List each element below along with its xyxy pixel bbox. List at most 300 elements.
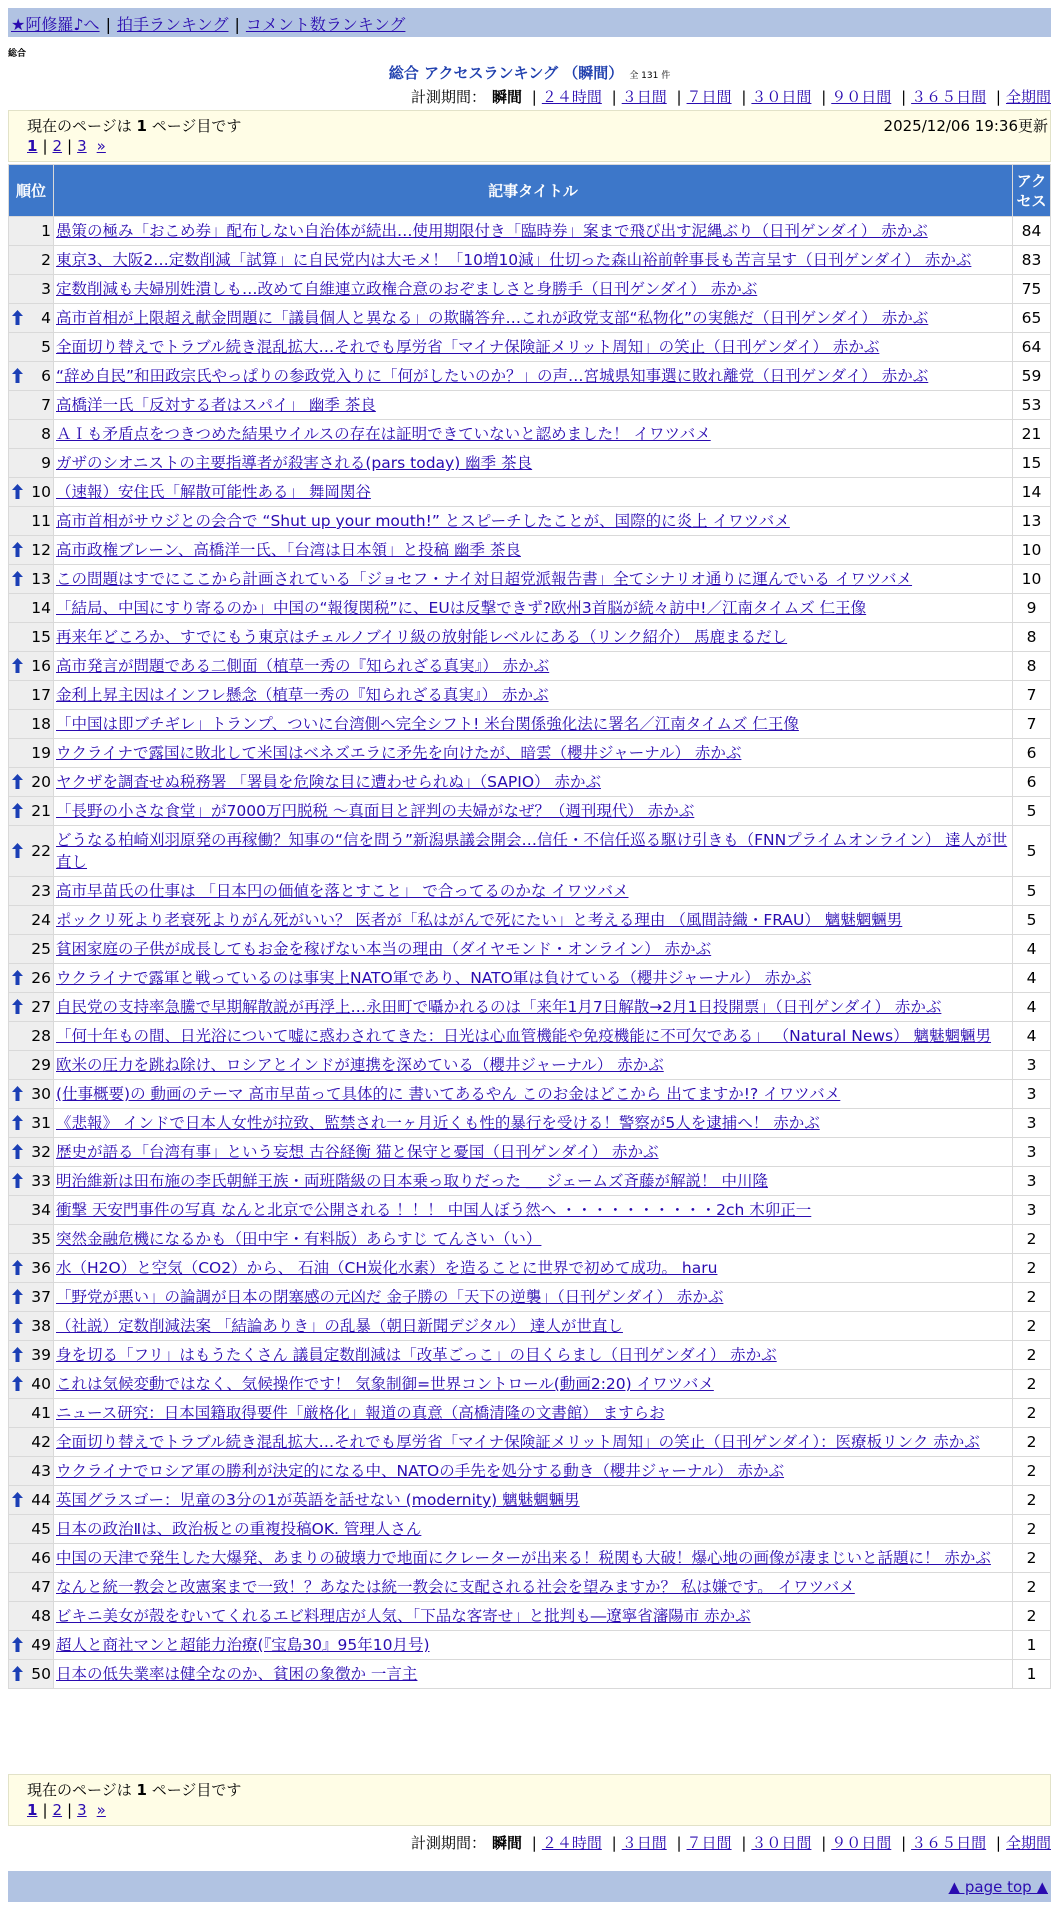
access-count: 2 <box>1013 1254 1050 1282</box>
article-title-link[interactable]: 中国の天津で発生した大爆発、あまりの破壊力で地面にクレーターが出来る！税関も大破！爆心地の画像が凄まじいと話題に！ 赤かぶ <box>56 1549 991 1567</box>
table-row <box>9 1080 1050 1108</box>
article-title-link[interactable]: ビキニ美女が殻をむいてくれるエビ料理店が人気、「下品な客寄せ」と批判も―遼寧省瀋陽市 赤かぶ <box>56 1607 751 1625</box>
rank-number: 42 <box>31 1433 51 1451</box>
access-count: 1 <box>1013 1660 1050 1688</box>
table-row <box>9 768 1050 796</box>
rank-up-arrow-icon <box>12 1666 23 1681</box>
access-count: 4 <box>1013 964 1050 992</box>
rank-cell <box>9 1283 53 1311</box>
table-row <box>9 420 1050 448</box>
rank-cell <box>9 877 53 905</box>
rank-number: 41 <box>31 1404 51 1422</box>
nav-link-clap-ranking[interactable]: 拍手ランキング <box>116 15 229 34</box>
rank-cell <box>9 1312 53 1340</box>
period-link-7d[interactable]: ７日間 <box>686 1834 732 1852</box>
article-title-link[interactable]: 高市首相がサウジとの会合で “Shut up your mouth!” とスピーチしたことが、国際的に炎上 イワツバメ <box>56 512 790 530</box>
title-cell <box>54 1341 1012 1369</box>
rank-number: 22 <box>31 842 51 860</box>
rank-number: 48 <box>31 1607 51 1625</box>
rank-cell <box>9 1428 53 1456</box>
title-cell <box>54 594 1012 622</box>
article-title-link[interactable]: 超人と商社マンと超能力治療(『宝島30』95年10月号) <box>56 1636 430 1654</box>
rank-cell <box>9 681 53 709</box>
access-count: 3 <box>1013 1109 1050 1137</box>
period-link-3d[interactable]: ３日間 <box>621 88 667 106</box>
access-count: 21 <box>1013 420 1050 448</box>
title-cell <box>54 797 1012 825</box>
article-title-link[interactable]: 「野党が悪い」の論調が日本の閉塞感の元凶だ 金子勝の「天下の逆襲」（日刊ゲンダイ） 赤かぶ <box>56 1288 724 1306</box>
title-cell <box>54 964 1012 992</box>
rank-cell <box>9 739 53 767</box>
title-cell <box>54 1602 1012 1630</box>
rank-cell <box>9 1138 53 1166</box>
table-row <box>9 1631 1050 1659</box>
rank-up-arrow-icon <box>12 1289 23 1304</box>
table-row <box>9 362 1050 390</box>
title-cell <box>54 623 1012 651</box>
nav-link-asyura[interactable]: ★阿修羅♪へ <box>11 15 100 34</box>
period-link-90d[interactable]: ９０日間 <box>831 1834 892 1852</box>
rank-number: 50 <box>31 1665 51 1683</box>
article-title-link[interactable]: 歴史が語る「台湾有事」という妄想 古谷経衡 猫と保守と憂国（日刊ゲンダイ） 赤かぶ <box>56 1143 659 1161</box>
table-row <box>9 1515 1050 1543</box>
nav-link-comment-ranking[interactable]: コメント数ランキング <box>245 15 406 34</box>
article-title-link[interactable]: ニュース研究：日本国籍取得要件「厳格化」報道の真意（高橋清隆の文書館） ますらお <box>56 1404 665 1422</box>
article-title-link[interactable]: 「何十年もの間、日光浴について嘘に惑わされてきた：日光は心血管機能や免疫機能に不可欠である」 （Natural News） 魑魅魍魎男 <box>56 1027 992 1045</box>
table-row <box>9 710 1050 738</box>
table-row <box>9 1225 1050 1253</box>
table-row <box>9 536 1050 564</box>
article-title-link[interactable]: ＡＩも矛盾点をつきつめた結果ウイルスの存在は証明できていないと認めました！ イワツバメ <box>56 425 711 443</box>
article-title-link[interactable]: 高橋洋一氏「反対する者はスパイ」 幽季 茶良 <box>56 396 376 414</box>
article-title-link[interactable]: ウクライナで露軍と戦っているのは事実上NATO軍であり、NATO軍は負けている（櫻井ジャーナル） 赤かぶ <box>56 969 812 987</box>
access-count: 2 <box>1013 1573 1050 1601</box>
rank-number: 25 <box>31 940 51 958</box>
title-cell <box>54 768 1012 796</box>
access-count: 7 <box>1013 710 1050 738</box>
access-count: 5 <box>1013 906 1050 934</box>
page-top-link[interactable]: ▲ page top ▲ <box>948 1878 1048 1896</box>
article-title-link[interactable]: 全面切り替えでトラブル続き混乱拡大…それでも厚労省「マイナ保険証メリット周知」の笑止（日刊ゲンダイ）：医療板リンク 赤かぶ <box>56 1433 980 1451</box>
bottom-bar <box>8 1871 1051 1902</box>
page-link-1[interactable]: 1 <box>27 137 38 155</box>
rank-up-arrow-icon <box>12 571 23 586</box>
current-page-number: 1 <box>136 117 147 135</box>
rank-number: 29 <box>31 1056 51 1074</box>
article-title-link[interactable]: 日本の政治Ⅱは、政治板との重複投稿OK. 管理人さん <box>56 1520 422 1538</box>
access-count: 75 <box>1013 275 1050 303</box>
rank-number: 6 <box>41 367 51 385</box>
rank-up-arrow-icon <box>12 1115 23 1130</box>
page-title: 総合 アクセスランキング （瞬間） <box>388 64 624 82</box>
article-title-link[interactable]: 「中国は即ブチギレ」トランプ、ついに台湾側へ完全シフト! 米台関係強化法に署名／江南タイムズ 仁王像 <box>56 715 799 733</box>
article-title-link[interactable]: なんと統一教会と改憲案まで一致！？あなたは統一教会に支配される社会を望みますか？ 私は嫌です。 イワツバメ <box>56 1578 855 1596</box>
rank-cell <box>9 1341 53 1369</box>
rank-up-arrow-icon <box>12 542 23 557</box>
table-row <box>9 275 1050 303</box>
rank-cell <box>9 333 53 361</box>
title-cell <box>54 652 1012 680</box>
updated-timestamp: 2025/12/06 19:36更新 <box>883 117 1048 135</box>
page-next-link[interactable]: » <box>96 137 106 155</box>
rank-up-arrow-icon <box>12 310 23 325</box>
table-row <box>9 623 1050 651</box>
rank-number: 14 <box>31 599 51 617</box>
title-cell <box>54 1631 1012 1659</box>
period-selector-bottom: 計測期間： 瞬間 | ２４時間 | ３日間 | ７日間 | ３０日間 | ９０日間 | ３６５日間 | 全期間 <box>410 1834 1051 1852</box>
rank-number: 1 <box>41 222 51 240</box>
rank-number: 36 <box>31 1259 51 1277</box>
access-count: 2 <box>1013 1486 1050 1514</box>
period-link-24h[interactable]: ２４時間 <box>541 88 602 106</box>
rank-up-arrow-icon <box>12 1637 23 1652</box>
access-count: 7 <box>1013 681 1050 709</box>
article-title-link[interactable]: 東京3、大阪2…定数削減「試算」に自民党内は大モメ！「10増10減」仕切った森山裕前幹事長も苦言呈す（日刊ゲンダイ） 赤かぶ <box>56 251 972 269</box>
table-row <box>9 1399 1050 1427</box>
rank-number: 39 <box>31 1346 51 1364</box>
rank-number: 4 <box>41 309 51 327</box>
rank-number: 33 <box>31 1172 51 1190</box>
access-count: 8 <box>1013 623 1050 651</box>
rank-cell <box>9 536 53 564</box>
table-row <box>9 797 1050 825</box>
access-count: 4 <box>1013 1022 1050 1050</box>
table-row <box>9 1660 1050 1688</box>
access-count: 64 <box>1013 333 1050 361</box>
rank-cell <box>9 993 53 1021</box>
rank-number: 38 <box>31 1317 51 1335</box>
article-title-link[interactable]: 貧困家庭の子供が成長してもお金を稼げない本当の理由（ダイヤモンド・オンライン） 赤かぶ <box>56 940 712 958</box>
table-row <box>9 1370 1050 1398</box>
article-title-link[interactable]: ヤクザを調査せぬ税務署 「署員を危険な目に遭わせられぬ」（SAPIO） 赤かぶ <box>56 773 601 791</box>
rank-cell <box>9 1573 53 1601</box>
access-count: 4 <box>1013 993 1050 1021</box>
rank-cell <box>9 710 53 738</box>
table-row <box>9 652 1050 680</box>
rank-up-arrow-icon <box>12 1086 23 1101</box>
article-title-link[interactable]: 再来年どころか、すでにもう東京はチェルノブイリ級の放射能レベルにある（リンク紹介） 馬鹿まるだし <box>56 628 788 646</box>
article-title-link[interactable]: ウクライナで露国に敗北して米国はベネズエラに矛先を向けたが、暗雲（櫻井ジャーナル） 赤かぶ <box>56 744 742 762</box>
page-link-2[interactable]: 2 <box>52 1801 63 1819</box>
title-cell <box>54 333 1012 361</box>
title-cell <box>54 246 1012 274</box>
access-count: 3 <box>1013 1138 1050 1166</box>
title-cell <box>54 1080 1012 1108</box>
article-title-link[interactable]: 「長野の小さな食堂」が7000万円脱税 ～真面目と評判の夫婦がなぜ？（週刊現代） 赤かぶ <box>56 802 695 820</box>
table-row <box>9 1457 1050 1485</box>
access-count: 3 <box>1013 1167 1050 1195</box>
access-count: 1 <box>1013 1631 1050 1659</box>
article-title-link[interactable]: 「結局、中国にすり寄るのか」中国の“報復関税”に、EUは反撃できず?欧州3首脳が続々訪中!／江南タイムズ 仁王像 <box>56 599 867 617</box>
rank-number: 30 <box>31 1085 51 1103</box>
table-row <box>9 594 1050 622</box>
rank-up-arrow-icon <box>12 658 23 673</box>
article-title-link[interactable]: ポックリ死より老衰死よりがん死がいい？ 医者が「私はがんで死にたい」と考える理由 （風間詩織・FRAU） 魑魅魍魎男 <box>56 911 903 929</box>
pager-bottom: 現在のページは 1 ページ目です 1 | 2 | 3 » <box>8 1774 1051 1826</box>
rank-number: 21 <box>31 802 51 820</box>
access-count: 83 <box>1013 246 1050 274</box>
article-title-link[interactable]: “辞め自民”和田政宗氏やっぱりの参政党入りに「何がしたいのか？」の声…宮城県知事選に敗れ離党（日刊ゲンダイ） 赤かぶ <box>56 367 929 385</box>
rank-cell <box>9 1225 53 1253</box>
title-cell <box>54 362 1012 390</box>
title-cell <box>54 1225 1012 1253</box>
rank-cell <box>9 1602 53 1630</box>
title-cell <box>54 507 1012 535</box>
rank-cell <box>9 1486 53 1514</box>
article-title-link[interactable]: 高市発言が問題である二側面（植草一秀の『知られざる真実』） 赤かぶ <box>56 657 550 675</box>
article-title-link[interactable]: 明治維新は田布施の李氏朝鮮王族・両班階級の日本乗っ取りだった ＿ ジェームズ斉藤が解説！ 中川隆 <box>56 1172 768 1190</box>
access-count: 10 <box>1013 536 1050 564</box>
rank-number: 46 <box>31 1549 51 1567</box>
title-cell <box>54 1254 1012 1282</box>
rank-cell <box>9 217 53 245</box>
article-title-link[interactable]: これは気候変動ではなく、気候操作です！ 気象制御=世界コントロール(動画2:20) イワツバメ <box>56 1375 714 1393</box>
rank-number: 10 <box>31 483 51 501</box>
period-link-30d[interactable]: ３０日間 <box>751 88 812 106</box>
rank-number: 15 <box>31 628 51 646</box>
rank-up-arrow-icon <box>12 1318 23 1333</box>
rank-number: 18 <box>31 715 51 733</box>
article-title-link[interactable]: 日本の低失業率は健全なのか、貧困の象徴か 一言主 <box>56 1665 418 1683</box>
table-row <box>9 449 1050 477</box>
access-count: 2 <box>1013 1399 1050 1427</box>
rank-cell <box>9 275 53 303</box>
header-title: 記事タイトル <box>54 165 1012 216</box>
title-cell <box>54 275 1012 303</box>
header-rank: 順位 <box>9 165 53 216</box>
title-cell <box>54 1486 1012 1514</box>
rank-cell <box>9 1457 53 1485</box>
rank-number: 34 <box>31 1201 51 1219</box>
article-title-link[interactable]: 《悲報》 インドで日本人女性が拉致、監禁され一ヶ月近くも性的暴行を受ける！警察が5人を逮捕へ！ 赤かぶ <box>56 1114 820 1132</box>
article-title-link[interactable]: どうなる柏崎刈羽原発の再稼働？知事の“信を問う”新潟県議会開会…信任・不信任巡る駆け引きも（FNNプライムオンライン） 達人が世直し <box>56 831 1008 871</box>
table-row <box>9 333 1050 361</box>
table-row <box>9 1573 1050 1601</box>
rank-cell <box>9 507 53 535</box>
access-count: 6 <box>1013 739 1050 767</box>
top-nav-bar: ★阿修羅♪へ | 拍手ランキング | コメント数ランキング <box>8 8 1051 37</box>
table-row <box>9 964 1050 992</box>
article-title-link[interactable]: 突然金融危機になるかも（田中宇・有料版）あらすじ てんさい（い） <box>56 1230 542 1248</box>
article-title-link[interactable]: 衝撃 天安門事件の写真 なんと北京で公開される ！！！ 中国人ぼう然へ ・・・・・・・・・・2ch 木卯正一 <box>56 1201 812 1219</box>
access-count: 2 <box>1013 1341 1050 1369</box>
rank-up-arrow-icon <box>12 368 23 383</box>
table-row <box>9 391 1050 419</box>
table-row <box>9 935 1050 963</box>
rank-number: 45 <box>31 1520 51 1538</box>
rank-number: 24 <box>31 911 51 929</box>
period-selector-top: 計測期間： 瞬間 | ２４時間 | ３日間 | ７日間 | ３０日間 | ９０日間 | ３６５日間 | 全期間 <box>410 88 1051 106</box>
table-row <box>9 1341 1050 1369</box>
pager-top: 現在のページは 1 ページ目です 2025/12/06 19:36更新 1 | 2 | 3 » <box>8 110 1051 162</box>
rank-cell <box>9 935 53 963</box>
article-title-link[interactable]: (仕事概要)の 動画のテーマ 高市早苗って具体的に 書いてあるやん このお金はどこから 出てますか!? イワツバメ <box>56 1085 841 1103</box>
rank-up-arrow-icon <box>12 1144 23 1159</box>
rank-up-arrow-icon <box>12 1492 23 1507</box>
title-cell <box>54 906 1012 934</box>
rank-number: 5 <box>41 338 51 356</box>
access-count: 2 <box>1013 1225 1050 1253</box>
ranking-table-body <box>9 217 1050 1688</box>
title-cell <box>54 1573 1012 1601</box>
title-cell <box>54 1544 1012 1572</box>
access-count: 2 <box>1013 1283 1050 1311</box>
article-title-link[interactable]: 自民党の支持率急騰で早期解散説が再浮上…永田町で囁かれるのは「来年1月7日解散→2月1日投開票」（日刊ゲンダイ） 赤かぶ <box>56 998 942 1016</box>
table-row <box>9 304 1050 332</box>
article-title-link[interactable]: 金利上昇主因はインフレ懸念（植草一秀の『知られざる真実』） 赤かぶ <box>56 686 549 704</box>
period-link-3d[interactable]: ３日間 <box>621 1834 667 1852</box>
article-title-link[interactable]: 身を切る「フリ」はもうたくさん 議員定数削減は「改革ごっこ」の目くらまし（日刊ゲンダイ） 赤かぶ <box>56 1346 777 1364</box>
article-title-link[interactable]: この問題はすでにここから計画されている「ジョセフ・ナイ対日超党派報告書」全てシナリオ通りに運んでいる イワツバメ <box>56 570 913 588</box>
page-links-bottom: 1 | 2 | 3 » <box>27 1801 106 1819</box>
period-link-all[interactable]: 全期間 <box>1005 88 1051 106</box>
rank-up-arrow-icon <box>12 970 23 985</box>
access-count: 53 <box>1013 391 1050 419</box>
title-cell <box>54 536 1012 564</box>
page-link-2[interactable]: 2 <box>52 137 63 155</box>
page-link-1[interactable]: 1 <box>27 1801 38 1819</box>
table-row <box>9 826 1050 876</box>
rank-number: 44 <box>31 1491 51 1509</box>
period-label: 計測期間： <box>410 88 486 106</box>
rank-cell <box>9 1370 53 1398</box>
rank-number: 26 <box>31 969 51 987</box>
rank-up-arrow-icon <box>12 843 23 858</box>
article-title-link[interactable]: 定数削減も夫婦別姓潰しも…改めて自維連立政権合意のおぞましさと身勝手（日刊ゲンダイ） 赤かぶ <box>56 280 758 298</box>
rank-up-arrow-icon <box>12 803 23 818</box>
article-title-link[interactable]: ウクライナでロシア軍の勝利が決定的になる中、NATOの手先を処分する動き（櫻井ジャーナル） 赤かぶ <box>56 1462 785 1480</box>
title-cell <box>54 993 1012 1021</box>
table-row <box>9 1254 1050 1282</box>
rank-number: 2 <box>41 251 51 269</box>
article-title-link[interactable]: 愚策の極み「おこめ券」配布しない自治体が続出…使用期限付き「臨時券」案まで飛び出す泥縄ぶり（日刊ゲンダイ） 赤かぶ <box>56 222 928 240</box>
page-link-3[interactable]: 3 <box>77 1801 87 1819</box>
rank-cell <box>9 797 53 825</box>
access-count: 2 <box>1013 1544 1050 1572</box>
period-link-365d[interactable]: ３６５日間 <box>911 88 987 106</box>
rank-up-arrow-icon <box>12 484 23 499</box>
article-title-link[interactable]: 高市政権ブレーン、高橋洋一氏、「台湾は日本領」と投稿 幽季 茶良 <box>56 541 521 559</box>
title-cell <box>54 1283 1012 1311</box>
rank-cell <box>9 652 53 680</box>
rank-number: 23 <box>31 882 51 900</box>
rank-number: 32 <box>31 1143 51 1161</box>
article-title-link[interactable]: 高市首相が上限超え献金問題に「議員個人と異なる」の欺瞞答弁…これが政党支部“私物化”の実態だ（日刊ゲンダイ） 赤かぶ <box>56 309 929 327</box>
rank-number: 28 <box>31 1027 51 1045</box>
title-cell <box>54 478 1012 506</box>
table-row <box>9 246 1050 274</box>
page-links: 1 | 2 | 3 » <box>27 137 106 155</box>
period-link-24h[interactable]: ２４時間 <box>541 1834 602 1852</box>
page-title-line <box>0 62 1059 83</box>
period-link-7d[interactable]: ７日間 <box>686 88 732 106</box>
rank-number: 13 <box>31 570 51 588</box>
access-count: 3 <box>1013 1196 1050 1224</box>
rank-cell <box>9 1544 53 1572</box>
title-cell <box>54 1399 1012 1427</box>
table-row <box>9 1428 1050 1456</box>
table-row <box>9 993 1050 1021</box>
rank-cell <box>9 594 53 622</box>
table-row <box>9 681 1050 709</box>
access-count: 5 <box>1013 877 1050 905</box>
page-link-3[interactable]: 3 <box>77 137 87 155</box>
table-row <box>9 478 1050 506</box>
section-label: 総合 <box>8 49 27 59</box>
rank-cell <box>9 362 53 390</box>
period-link-30d[interactable]: ３０日間 <box>751 1834 812 1852</box>
ranking-table <box>8 164 1051 1689</box>
period-link-all[interactable]: 全期間 <box>1005 1834 1051 1852</box>
period-link-365d[interactable]: ３６５日間 <box>911 1834 987 1852</box>
header-access: アクセス <box>1013 165 1050 216</box>
article-title-link[interactable]: 全面切り替えでトラブル続き混乱拡大…それでも厚労省「マイナ保険証メリット周知」の笑止（日刊ゲンダイ） 赤かぶ <box>56 338 880 356</box>
rank-cell <box>9 964 53 992</box>
page-next-link[interactable]: » <box>96 1801 106 1819</box>
title-cell <box>54 1457 1012 1485</box>
rank-number: 9 <box>41 454 51 472</box>
rank-cell <box>9 1631 53 1659</box>
table-row <box>9 739 1050 767</box>
article-title-link[interactable]: ガザのシオニストの主要指導者が殺害される(pars today) 幽季 茶良 <box>56 454 533 472</box>
rank-number: 43 <box>31 1462 51 1480</box>
access-count: 3 <box>1013 1080 1050 1108</box>
rank-cell <box>9 391 53 419</box>
period-current: 瞬間 <box>491 88 522 106</box>
title-cell <box>54 420 1012 448</box>
access-count: 2 <box>1013 1312 1050 1340</box>
article-title-link[interactable]: 水（H2O）と空気（CO2）から、 石油（CH炭化水素）を造ることに世界で初めて成功。 haru <box>56 1259 718 1277</box>
rank-cell <box>9 623 53 651</box>
rank-cell <box>9 1196 53 1224</box>
table-row <box>9 1109 1050 1137</box>
access-count: 3 <box>1013 1051 1050 1079</box>
access-count: 15 <box>1013 449 1050 477</box>
access-count: 14 <box>1013 478 1050 506</box>
title-cell <box>54 739 1012 767</box>
title-cell <box>54 565 1012 593</box>
title-cell <box>54 449 1012 477</box>
article-title-link[interactable]: （社説）定数削減法案 「結論ありき」の乱暴（朝日新聞デジタル） 達人が世直し <box>56 1317 623 1335</box>
period-link-90d[interactable]: ９０日間 <box>831 88 892 106</box>
rank-cell <box>9 906 53 934</box>
table-row <box>9 877 1050 905</box>
article-title-link[interactable]: 英国グラスゴー：児童の3分の1が英語を話せない (modernity) 魑魅魍魎男 <box>56 1491 580 1509</box>
rank-cell <box>9 1167 53 1195</box>
article-title-link[interactable]: 高市早苗氏の仕事は 「日本円の価値を落とすこと」 で合ってるのかな イワツバメ <box>56 882 629 900</box>
title-cell <box>54 1138 1012 1166</box>
article-title-link[interactable]: 欧米の圧力を跳ね除け、ロシアとインドが連携を深めている（櫻井ジャーナル） 赤かぶ <box>56 1056 664 1074</box>
title-cell <box>54 877 1012 905</box>
rank-cell <box>9 1399 53 1427</box>
table-row <box>9 1312 1050 1340</box>
rank-cell <box>9 565 53 593</box>
title-cell <box>54 1196 1012 1224</box>
rank-number: 12 <box>31 541 51 559</box>
rank-number: 17 <box>31 686 51 704</box>
access-count: 9 <box>1013 594 1050 622</box>
rank-cell <box>9 1051 53 1079</box>
rank-cell <box>9 1254 53 1282</box>
access-count: 5 <box>1013 797 1050 825</box>
rank-number: 11 <box>31 512 51 530</box>
title-cell <box>54 1051 1012 1079</box>
rank-number: 47 <box>31 1578 51 1596</box>
article-title-link[interactable]: （速報）安住氏「解散可能性ある」 舞岡関谷 <box>56 483 371 501</box>
rank-cell <box>9 449 53 477</box>
title-cell <box>54 304 1012 332</box>
total-count: 全 131 件 <box>629 71 671 81</box>
